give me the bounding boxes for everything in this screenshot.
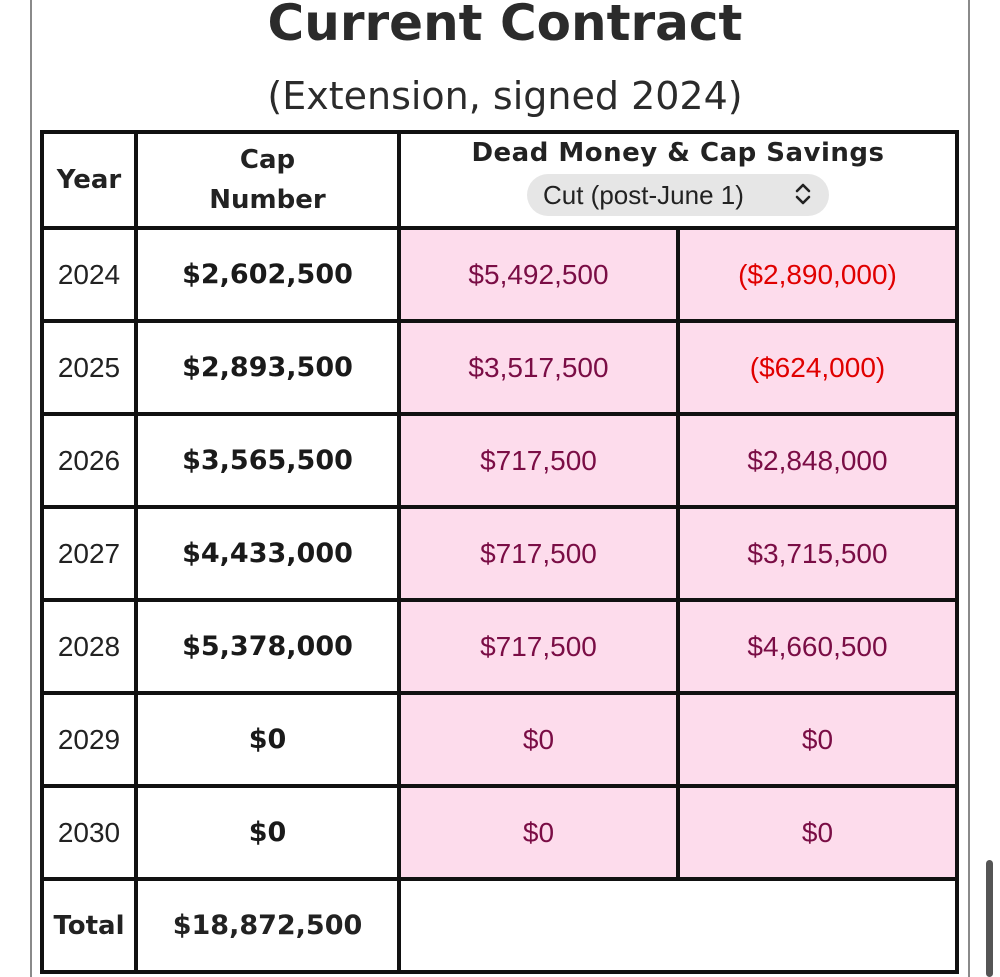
cap-savings-cell: ($624,000) [678,321,957,414]
year-cell: 2027 [42,507,136,600]
cap-number-cell: $0 [136,693,399,786]
year-cell: 2025 [42,321,136,414]
cap-number-cell: $0 [136,786,399,879]
dead-money-cell: $717,500 [399,600,678,693]
dead-money-cell: $5,492,500 [399,228,678,321]
dead-money-cell: $3,517,500 [399,321,678,414]
page-title: Current Contract [267,0,743,52]
page-border-left [30,0,32,977]
table-row [42,600,957,693]
cap-header-line2: Number [209,185,326,215]
dead-money-header-label: Dead Money & Cap Savings [471,138,885,168]
year-cell: 2028 [42,600,136,693]
cap-savings-cell: $4,660,500 [678,600,957,693]
page-subtitle: (Extension, signed 2024) [267,74,743,118]
updown-chevron-icon [793,183,813,208]
dead-money-cell: $717,500 [399,507,678,600]
cap-savings-cell: $0 [678,693,957,786]
cap-number-cell: $2,602,500 [136,228,399,321]
total-label: Total [42,879,136,972]
table-row [42,693,957,786]
cap-savings-cell: $2,848,000 [678,414,957,507]
cap-number-cell: $4,433,000 [136,507,399,600]
total-cap-number: $18,872,500 [136,879,399,972]
cap-savings-cell: $3,715,500 [678,507,957,600]
column-header-year: Year [42,132,136,228]
cap-savings-cell: $0 [678,786,957,879]
table-row [42,414,957,507]
cap-header-line1: Cap [239,145,296,175]
cut-scenario-select[interactable] [527,174,829,216]
table-row [42,321,957,414]
year-cell: 2026 [42,414,136,507]
cut-scenario-select-value: Cut (post-June 1) [543,179,744,210]
dead-money-cell: $0 [399,693,678,786]
table-header-row [42,132,957,228]
year-cell: 2030 [42,786,136,879]
year-cell: 2024 [42,228,136,321]
cap-number-cell: $2,893,500 [136,321,399,414]
total-empty-cell [399,879,957,972]
dead-money-cell: $717,500 [399,414,678,507]
table-row [42,507,957,600]
page-border-right [968,0,970,977]
table-row [42,786,957,879]
column-header-dead-money [399,132,957,228]
contract-table [40,130,959,974]
table-row [42,228,957,321]
total-row [42,879,957,972]
scrollbar-thumb[interactable] [986,860,993,977]
cap-number-cell: $5,378,000 [136,600,399,693]
dead-money-cell: $0 [399,786,678,879]
year-cell: 2029 [42,693,136,786]
cap-number-cell: $3,565,500 [136,414,399,507]
column-header-cap-number [136,132,399,228]
cap-savings-cell: ($2,890,000) [678,228,957,321]
